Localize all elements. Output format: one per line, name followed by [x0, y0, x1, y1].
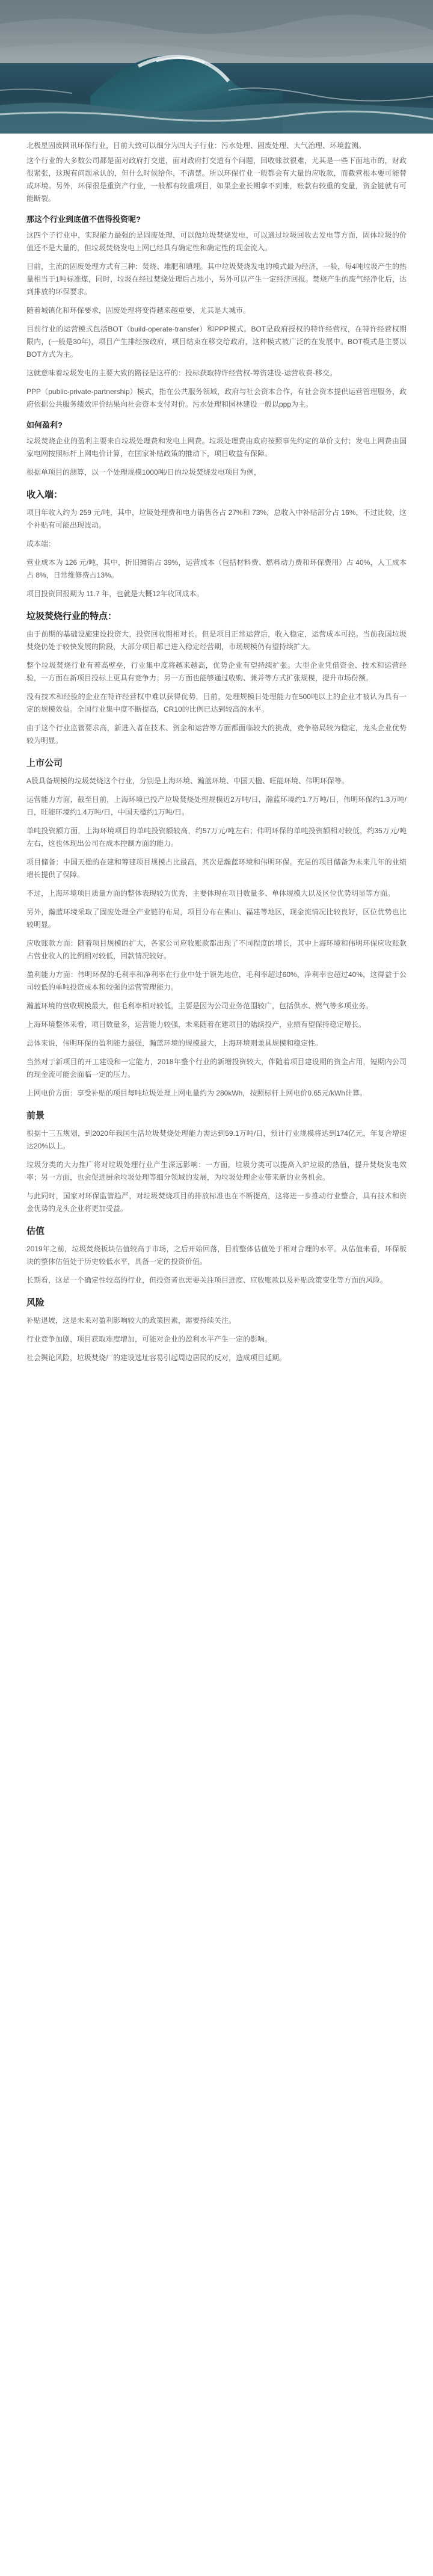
body-paragraph: PPP（public-private-partnership）模式，指在公共服务领域，政府与社会资本合作，有社会资本提供运营管理服务，政府依据公共服务绩效评价结果向社会资本支付对价。污水处理和园林建设一般以ppp为主。 — [26, 387, 407, 408]
body-paragraph: 不过，上海环境项目质量方面的整体表现较为优秀，主要体现在项目数量多、单体规模大以及区位优势明显等方面。 — [26, 889, 395, 898]
section-heading: 上市公司 — [26, 758, 63, 768]
body-paragraph: 整个垃圾焚烧行业有着高壁垒，行业集中度将越来越高，优势企业有望持续扩张。大型企业凭借资金、技术和运营经验，一方面在新项目投标上更具有竞争力；另一方面也能够通过收购、兼并等方式扩张规模，提升市场份额。 — [26, 661, 407, 682]
section-heading: 收入端： — [26, 490, 63, 500]
ocean-wave-image — [0, 0, 433, 134]
article-body — [0, 134, 433, 1394]
body-paragraph: 上海环境整体来看，项目数量多，运营能力较强，未来随着在建项目的陆续投产，业绩有望保持稳定增长。 — [26, 1020, 366, 1029]
body-paragraph: 项目投资回报期为 11.7 年，也就是大概12年收回成本。 — [26, 590, 204, 598]
body-paragraph: 随着城镇化和环保要求，固废处理将变得越来越重要，尤其是大城市。 — [26, 306, 251, 315]
body-paragraph: 没有技术和经验的企业在特许经营权中难以获得优势，目前，处理规模日处理能力在500吨以上的企业才被认为具有一定的规模效益。全国行业集中度不断提高，CR10的比例已达到较高的水平。 — [26, 692, 407, 713]
body-paragraph: 目前行业的运营模式包括BOT（build-operate-transfer）和PPP模式。BOT是政府授权的特许经营权，在特许经营权期限内，(一般是30年)，项目产生排经按政府，项目结束在移交给政府，这种模式被广泛的在发展中。BOT模式是主要以BOT方式为主。 — [26, 325, 407, 359]
section-heading: 风险 — [26, 1298, 45, 1308]
body-paragraph: 与此同时，国家对环保监管趋严，对垃圾焚烧项目的排放标准也在不断提高，这将进一步推动行业整合，具有技术和资金优势的龙头企业将更加受益。 — [26, 1192, 407, 1213]
sub-heading: 如何盈利? — [26, 421, 63, 430]
intro-paragraph-2: 这个行业的大多数公司都是面对政府打交道，面对政府打交道有个问题，回收账款很难，尤其是一些下面地市的，财政很紧张，这现有问题承认的，但什么时候给你，不清楚。所以环保行业一般都会有大量的应收款，而截营根本要可能替成环境。另外，环保很是重资产行业，一般都有较重项目，如果企业长期拿不到账，账款有较重的变量，资金链就有可能断裂。 — [26, 156, 407, 203]
body-paragraph: 盈利能力方面：伟明环保的毛利率和净利率在行业中处于领先地位，毛利率超过60%，净利率也超过40%，这得益于公司较低的单吨投资成本和较强的运营管理能力。 — [26, 970, 407, 991]
body-paragraph: 单吨投资额方面，上海环境项目的单吨投资额较高，约57万元/吨左右；伟明环保的单吨投资额相对较低，约35万元/吨左右，这也体现出公司在成本控制方面的能力。 — [26, 827, 407, 848]
section-heading: 前景 — [26, 1111, 45, 1121]
sub-heading: 那这个行业到底值不值得投资呢? — [26, 215, 141, 224]
body-paragraph: 应收账款方面：随着项目规模的扩大，各家公司应收账款都出现了不同程度的增长，其中上海环境和伟明环保应收账款占营业收入的比例相对较低，回款情况较好。 — [26, 939, 407, 960]
body-paragraph: 另外，瀚蓝环境采取了固废处理全产业链的布局，项目分布在佛山、福建等地区，现金流情况比较良好，区位优势也比较明显。 — [26, 908, 407, 929]
article-sections — [26, 214, 407, 1364]
body-paragraph: 这就意味着垃圾发电的主要大致的路径是这样的：投标获取特许经营权-筹资建设-运营收费-移交。 — [26, 369, 337, 377]
section-heading: 垃圾焚烧行业的特点： — [26, 611, 117, 621]
body-paragraph: 运营能力方面，截至目前，上海环境已投产垃圾焚烧处理规模近2万吨/日，瀚蓝环境约1.7万吨/日，伟明环保约1.3万吨/日，旺能环境约1.4万吨/日，中国天楹约1万吨/日。 — [26, 795, 407, 816]
hero-image — [0, 0, 433, 134]
body-paragraph: 行业竞争加剧，项目获取难度增加，可能对企业的盈利水平产生一定的影响。 — [26, 1335, 272, 1343]
body-paragraph: 营业成本为 126 元/吨，其中，折旧摊销占 39%，运营成本（包括材料费、燃料动力费和环保费用）占 40%，人工成本占 8%，日常维修费占13%。 — [26, 558, 407, 579]
body-paragraph: 由于这个行业监管要求高，新进入者在技术、资金和运营等方面都面临较大的挑战，竞争格局较为稳定，龙头企业优势较为明显。 — [26, 724, 407, 745]
body-paragraph: 补贴退坡，这是未来对盈利影响较大的政策因素，需要持续关注。 — [26, 1316, 236, 1325]
body-paragraph: A股具备规模的垃圾焚烧这个行业，分别是上海环境、瀚蓝环境、中国天楹、旺能环境、伟明环保等。 — [26, 777, 349, 785]
body-paragraph: 垃圾焚烧企业的盈利主要来自垃圾处理费和发电上网费。垃圾处理费由政府按照事先约定的单价支付；发电上网费由国家电网按照标杆上网电价计算，在国家补贴政策的推动下，项目收益有保障。 — [26, 437, 407, 458]
body-paragraph: 目前，主流的固废处理方式有三种：焚烧、堆肥和填埋。其中垃圾焚烧发电的模式最为经济，一般，每4吨垃圾产生的热量相当于1吨标准煤，同时，垃圾在经过焚烧处理后占地小，另外可以产生一定经济回报。焚烧产生的废气经净化后，达到排放的环保要求。 — [26, 262, 407, 296]
body-paragraph: 垃圾分类的大力推广将对垃圾处理行业产生深远影响：一方面，垃圾分类可以提高入炉垃圾的热值，提升焚烧发电效率；另一方面，也会促进厨余垃圾处理等细分领域的发展，为垃圾处理企业带来新的业务机会。 — [26, 1160, 407, 1182]
body-paragraph: 项目储备：中国天楹的在建和筹建项目规模占比最高，其次是瀚蓝环境和伟明环保。充足的项目储备为未来几年的业绩增长提供了保障。 — [26, 858, 407, 879]
section-heading: 估值 — [26, 1226, 45, 1236]
body-paragraph: 2019年之前，垃圾焚烧板块估值较高于市场，之后开始回落，目前整体估值处于相对合理的水平。从估值来看，环保板块的整体估值处于历史较低水平，具备一定的投资价值。 — [26, 1245, 407, 1266]
body-paragraph: 成本端： — [26, 540, 56, 548]
body-paragraph: 根据单项目的测算，以一个处理规模1000吨/日的垃圾焚烧发电项目为例， — [26, 468, 262, 476]
body-paragraph: 项目年收入约为 259 元/吨，其中，垃圾处理费和电力销售各占 27%和 73%，总收入中补贴部分占 16%，不过比较，这个补贴有可能出现波动。 — [26, 508, 407, 529]
body-paragraph: 这四个子行业中，实现能力最强的是固废处理，可以做垃圾焚烧发电，可以通过垃圾回收去发电等方面，固体垃圾的价值还不是大量的，但垃圾焚烧发电上网已经具有确定性和确定性的现金流入。 — [26, 231, 407, 252]
intro-paragraph-1: 北极星固废网讯环保行业，目前大致可以细分为四大子行业：污水处理、固废处理、大气治理、环境监测。 — [26, 141, 366, 150]
body-paragraph: 上网电价方面：享受补贴的项目每吨垃圾处理上网电量约为 280kWh，按照标杆上网电价0.65元/kWh计算。 — [26, 1089, 367, 1097]
body-paragraph: 由于前期的基础设施建设投资大，投资回收期相对长。但是项目正常运营后，收入稳定，运营成本可控。当前我国垃圾焚烧仍处于较快发展的阶段，大部分项目都已进入稳定经营期，市场规模仍有望持续扩大。 — [26, 630, 407, 651]
body-paragraph: 总体来说，伟明环保的盈利能力最强，瀚蓝环境的规模最大，上海环境则兼具规模和稳定性。 — [26, 1039, 323, 1047]
body-paragraph: 社会舆论风险，垃圾焚烧厂的建设选址容易引起周边居民的反对，造成项目延期。 — [26, 1354, 287, 1362]
body-paragraph: 瀚蓝环境的营收规模最大，但毛利率相对较低，主要是因为公司业务范围较广，包括供水、燃气等多项业务。 — [26, 1002, 373, 1010]
body-paragraph: 根据十三五规划，到2020年我国生活垃圾焚烧处理能力需达到59.1万吨/日，预计行业规模将达到174亿元，年复合增速达20%以上。 — [26, 1129, 407, 1150]
body-paragraph: 当然对于新项目的开工建设和一定能力，2018年整个行业的新增投资较大，伴随着项目建设期的资金占用，短期内公司的现金流可能会面临一定的压力。 — [26, 1058, 407, 1079]
body-paragraph: 长期看，这是一个确定性较高的行业，但投资者也需要关注项目进度、应收账款以及补贴政策变化等方面的风险。 — [26, 1276, 388, 1284]
